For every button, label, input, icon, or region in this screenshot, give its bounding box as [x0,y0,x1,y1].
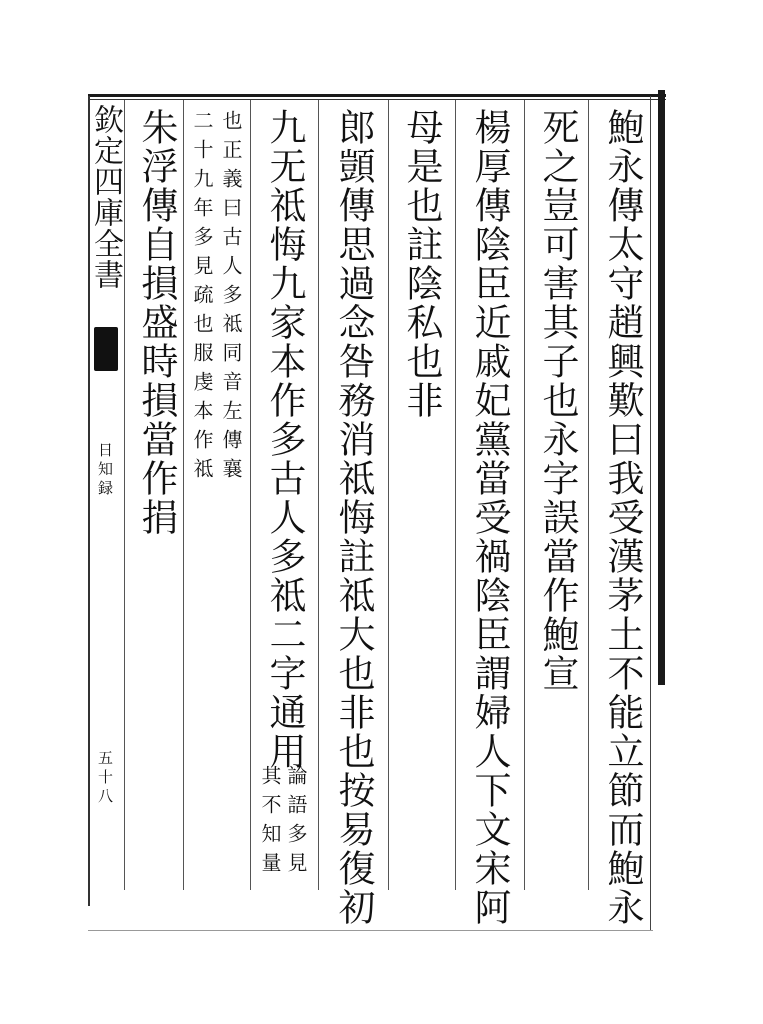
text-column-8: 朱浮傳自損盛時損當作捐 [135,108,178,537]
column-rule [124,100,125,890]
section-title: 日知録 [96,442,114,499]
column-rule [183,100,184,890]
frame-bottom-border [88,930,653,931]
page-number: 五十八 [96,750,114,807]
column-rule [318,100,319,890]
frame-right-border [658,90,665,685]
fishtail-mark [94,327,118,371]
column-rule [588,100,589,890]
frame-top-border [88,94,666,97]
frame-top-inner-border [88,99,666,100]
text-column-2: 死之豈可害其子也永字誤當作鮑宣 [536,108,579,693]
text-column-1: 鮑永傳太守趙興歎曰我受漢茅土不能立節而鮑永 [601,108,644,927]
column-rule [388,100,389,890]
text-column-3: 楊厚傳陰臣近戚妃黨當受禍陰臣謂婦人下文宋阿 [468,108,511,927]
text-column-6: 九无祗悔九家本作多古人多祗二字通用 [263,108,306,771]
annotation-line: 其不知量 [258,765,282,881]
frame-right-inner-border [650,96,651,931]
column-rule [250,100,251,890]
text-column-4: 母是也註陰私也非 [400,108,443,420]
annotation-line: 也正義曰古人多祗同音左傳襄 [219,110,243,487]
column-rule [524,100,525,890]
annotation-line: 二十九年多見疏也服虔本作祗 [190,110,214,487]
text-column-5: 郎顗傳思過念咎務消祗悔註祗大也非也按易復初 [332,108,375,927]
book-title: 欽定四庫全書 [88,104,123,290]
annotation-line: 論語多見 [284,765,308,881]
column-rule [455,100,456,890]
